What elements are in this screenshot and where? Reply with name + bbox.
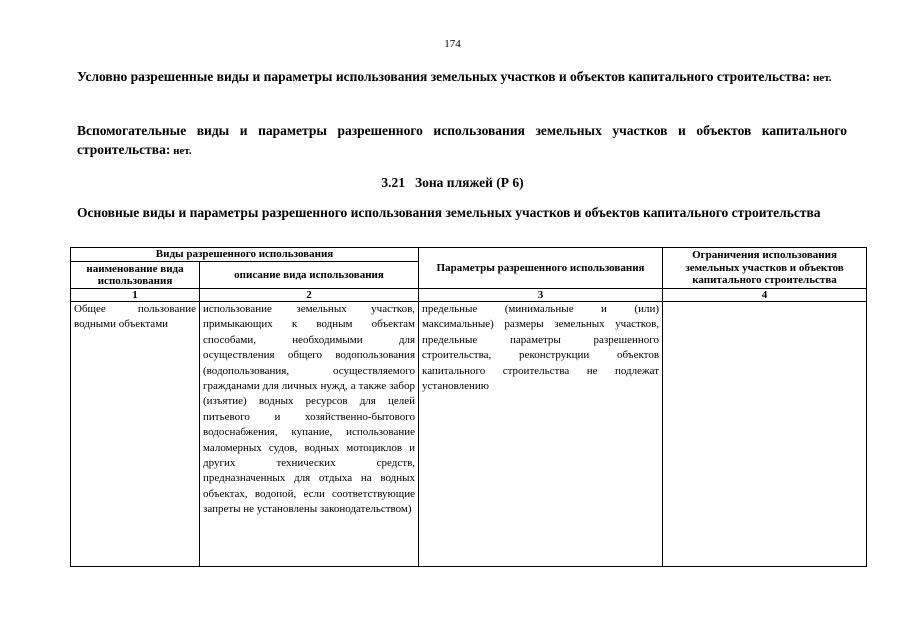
column-number: 4 [663, 289, 867, 302]
section-number: 3.21 [381, 175, 406, 190]
parameters-header: Параметры разрешенного использования [419, 248, 663, 289]
group-header: Виды разрешенного использования [71, 248, 419, 262]
table-row [71, 302, 867, 567]
use-name-cell: Общее пользование водными объектами [71, 302, 200, 567]
use-description-cell: использование земельных участков, примыкающих к водным объектам способами, необходимыми для осуществления общего водопользования (водопользования, осуществляемого гражданами для личных нужд, а также забор (изъятие) водных ресурсов для целей питьевого и хозяйственно-бытового водоснабжения, купание, использование маломерных судов, водных мотоциклов и других технических средств, предназначенных для отдыха на водных объектах, водопой, если соответствующие запреты не установлены законодательством) [200, 302, 419, 567]
section-heading [0, 175, 905, 191]
conditional-uses-paragraph [77, 67, 847, 88]
page-number: 174 [444, 38, 461, 50]
column-number: 1 [71, 289, 200, 302]
column-number: 3 [419, 289, 663, 302]
restrictions-cell [663, 302, 867, 567]
conditional-uses-value: нет. [810, 72, 832, 84]
column-number: 2 [200, 289, 419, 302]
parameters-cell: предельные (минимальные и (или) максимальные) размеры земельных участков, предельные параметры разрешенного строительства, реконструкции объектов капитального строительства не подлежат установлению [419, 302, 663, 567]
column-numbers-row [71, 289, 867, 302]
permitted-uses-table [70, 247, 867, 567]
section-title: Зона пляжей (Р 6) [415, 175, 524, 190]
conditional-uses-text: Условно разрешенные виды и параметры использования земельных участков и объектов капитального строительства: [77, 69, 811, 84]
auxiliary-uses-paragraph [77, 121, 847, 161]
auxiliary-uses-value: нет. [170, 145, 192, 157]
restrictions-header: Ограничения использования земельных участков и объектов капитального строительства [663, 248, 867, 289]
auxiliary-uses-text: Вспомогательные виды и параметры разрешенного использования земельных участков и объектов капитального строительства: [77, 123, 847, 157]
use-description-header: описание вида использования [200, 262, 419, 289]
main-uses-heading: Основные виды и параметры разрешенного использования земельных участков и объектов капитального строительства [77, 205, 821, 220]
use-name-header: наименование вида использования [71, 262, 200, 289]
